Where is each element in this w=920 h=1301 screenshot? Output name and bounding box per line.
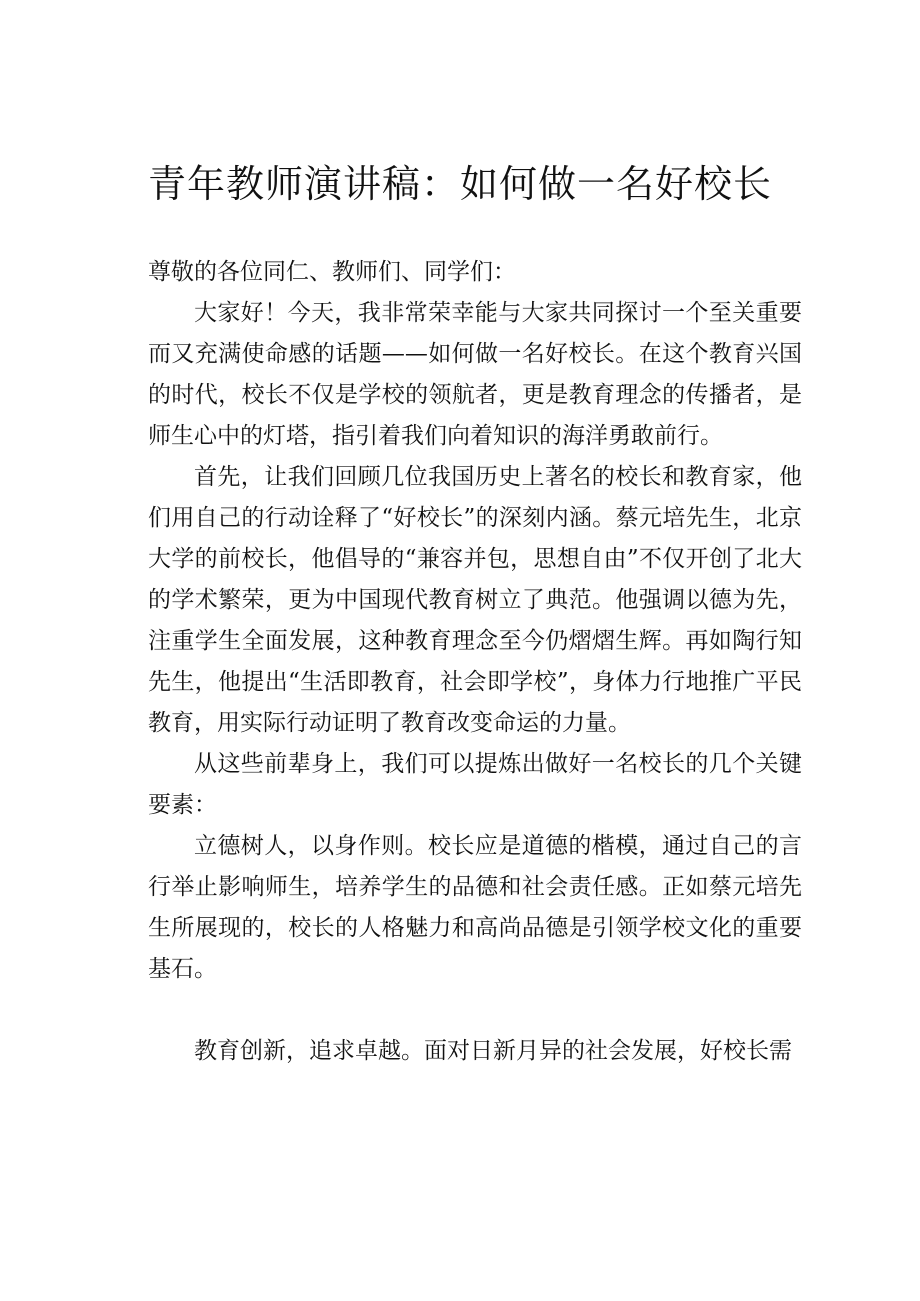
document-title: 青年教师演讲稿：如何做一名好校长	[147, 162, 772, 206]
paragraph-opening: 大家好！今天，我非常荣幸能与大家共同探讨一个至关重要而又充满使命感的话题——如何做一名好校长。在这个教育兴国的时代，校长不仅是学校的领航者，更是教育理念的传播者，是师生心中的灯塔，指引着我们向着知识的海洋勇敢前行。	[148, 300, 802, 449]
paragraph-innovation: 教育创新，追求卓越。面对日新月异的社会发展，好校长需	[194, 1038, 792, 1064]
paragraph-key-elements: 从这些前辈身上，我们可以提炼出做好一名校长的几个关键要素：	[148, 751, 802, 818]
greeting-line: 尊敬的各位同仁、教师们、同学们：	[148, 259, 516, 285]
document-body	[148, 252, 802, 1072]
paragraph-morality: 立德树人，以身作则。校长应是道德的楷模，通过自己的言行举止影响师生，培养学生的品德和社会责任感。正如蔡元培先生所展现的，校长的人格魅力和高尚品德是引领学校文化的重要基石。	[148, 833, 802, 982]
paragraph-history: 首先，让我们回顾几位我国历史上著名的校长和教育家，他们用自己的行动诠释了“好校长”的深刻内涵。蔡元培先生，北京大学的前校长，他倡导的“兼容并包，思想自由”不仅开创了北大的学术繁荣，更为中国现代教育树立了典范。他强调以德为先，注重学生全面发展，这种教育理念至今仍熠熠生辉。再如陶行知先生，他提出“生活即教育，社会即学校”，身体力行地推广平民教育，用实际行动证明了教育改变命运的力量。	[148, 464, 802, 736]
